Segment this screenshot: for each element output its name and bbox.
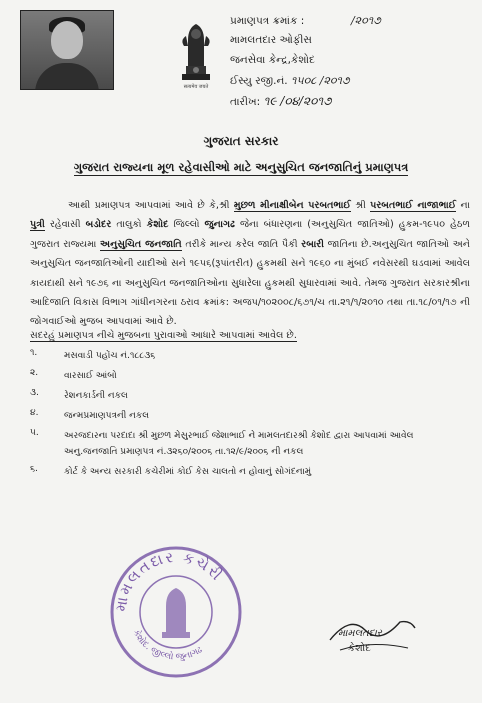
date-label: તારીખ:: [230, 96, 261, 108]
issue-register-label: ઈસ્યુ રજી.નં.: [230, 75, 288, 87]
certificate-body: આથી પ્રમાણપત્ર આપવામાં આવે છે કે,શ્રી મુછળ મીનાક્ષીબેન પરબતભાઈ શ્રી પરબતભાઈ નાજાભાઈ ના પુત્રી રહેવાસી બડોદર તાલુકો કેશોદ જિલ્લો જુનાગઢ જેના બંધારણના (અનુસુચિત જાતિઓ) હુકમ-૧૯૫૦ હેઠળ ગુજરાત રાજ્યમા અનુસુચિત જનજાતિ તરીકે માન્ય કરેલ જાતિ પૈકી રબારી જાતિના છે.અનુસુચિત જાતિઓ અને અનુસુચિત જનજાતિઓની યાદીઓ સને ૧૯૫૬(રૂપાંતરીત) હુકમથી સને ૧૯૬૦ ના મુંબઈ નવેસરથી ઘડવામાં આવેલ કાયદાથી સને ૧૯૭૬ ના અનુસુચિત જનજાતિઓના સુધારેલા હુકમથી સુધારવામાં આવે. તેમજ ગુજરાત સરકારશ્રીના આદિજાતિ વિકાસ વિભાગ ગાંધીનગરના ઠરાવ ક્રમાંક: અજપ/૧૦૨૦૦૮/૬૭૧/ચ તા.૨૧/૧/૨૦૧૦ તથા તા.૧૮/૦૧/૧૭ ની જોગવાઈઓ મુજબ આપવામાં આવે છે.: [30, 200, 470, 328]
list-item: ૨. વારસાઈ આંબો: [30, 368, 117, 381]
signatory-place: કેશોદ: [348, 643, 371, 654]
signatory-designation: મામલતદાર: [338, 628, 382, 639]
list-item: ૪. જન્મપ્રમાણપત્રની નકલ: [30, 408, 150, 421]
issue-register-line: [230, 74, 350, 88]
center-name: જનસેવા કેન્દ્ર,કેશોદ: [230, 54, 315, 66]
issue-register-value: ૧૫૦૮ /૨૦૧૭: [290, 74, 350, 87]
evidence-intro: સદરહું પ્રમાણપત્ર નીચે મુજબના પુરાવાઓ આધારે આપવામાં આવેલ છે.: [30, 330, 297, 341]
category: અનુસુચિત જનજાતિ: [99, 238, 182, 250]
relation: પુત્રી: [30, 219, 45, 231]
government-heading: ગુજરાત સરકાર: [203, 134, 279, 148]
taluka: કેશોદ: [146, 219, 169, 231]
district: જુનાગઢ: [204, 219, 235, 231]
father-name: પરબતભાઈ નાજાભાઈ: [370, 200, 457, 211]
office-seal-stamp: [108, 544, 244, 680]
certificate-number-line: [230, 14, 381, 28]
caste: રબારી: [301, 238, 325, 250]
office-name: મામલતદાર ઓફીસ: [230, 34, 312, 46]
village: બડોદર: [85, 219, 112, 231]
list-item: ૬. કોર્ટ કે અન્ય સરકારી કચેરીમાં કોઈ કેસ ચાલતો ન હોવાનું સોગંદનામું: [30, 464, 312, 477]
stamp-ring-text: મામલતદાર કચેરી: [111, 547, 227, 613]
list-item: ૩. રેશનકાર્ડની નકલ: [30, 388, 128, 401]
date-value: ૧૯ /૦૪/૨૦૧૭: [263, 94, 332, 108]
emblem-caption: सत्यमेव जयते: [183, 84, 209, 90]
signature-block: [338, 626, 382, 656]
certificate-number-label: પ્રમાણપત્ર ક્રમાંક :: [230, 15, 305, 27]
list-item: ૧. મસવાડી પહોંચ નં.૧૮૮૩૬: [30, 348, 156, 361]
evidence-list: [30, 348, 470, 484]
certificate-title: ગુજરાત રાજ્યના મૂળ રહેવાસીઓ માટે અનુસુચિત જનજાતિનું પ્રમાણપત્ર: [73, 160, 409, 174]
list-item: ૫. અરજદારના પરદાદા શ્રી મુછળ મેસુરભાઈ જેશાભાઈ ને મામલતદારશ્રી કેશોદ દ્વારા આપવામાં આવેલ અનુ.જનજાતિ પ્રમાણપત્ર નં.૩૨૬૦/૨૦૦૬ તા.૧૨/૯/૨૦૦૬ ની નકલ: [30, 428, 414, 457]
date-line: [230, 94, 332, 109]
stamp-bottom-text: કેશોદ. જીલ્લો જુનાગઢ: [130, 628, 205, 663]
applicant-photo: [20, 10, 114, 90]
applicant-name: મુછળ મીનાક્ષીબેન પરબતભાઈ: [233, 200, 351, 211]
national-emblem-icon: [176, 16, 216, 86]
certificate-number-value: /૨૦૧૭: [350, 14, 381, 27]
